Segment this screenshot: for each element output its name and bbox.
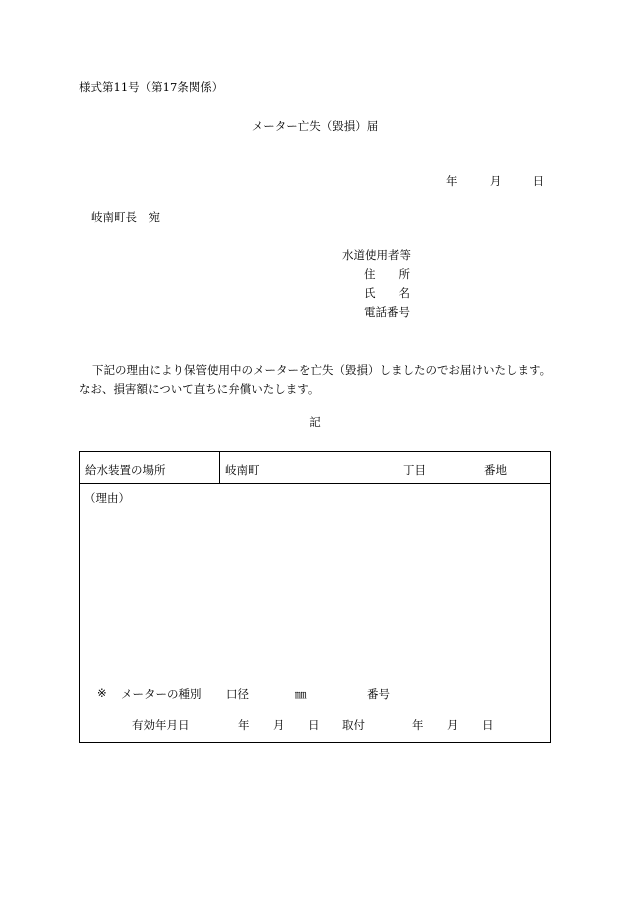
meter-number-label: 番号 [367,687,390,701]
location-label-cell [80,452,220,483]
phone-label: 電話番号 [364,305,410,319]
location-label: 給水装置の場所 [85,463,166,477]
form-number: 様式第11号（第17条関係） [79,80,224,94]
installed-day: 日 [482,718,494,732]
body-line-2: なお、損害額について直ちに弁償いたします。 [79,382,320,396]
location-town: 岐南町 [225,463,260,477]
location-banchi: 番地 [484,463,507,477]
location-row [80,452,550,484]
applicant-heading: 水道使用者等 [342,248,411,262]
installed-year: 年 [412,718,424,732]
address-label: 住 所 [364,267,410,281]
mm-unit: ㎜ [295,687,307,701]
body-text [79,361,559,399]
validity-month: 月 [273,718,285,732]
date-month: 月 [489,174,502,188]
date-day: 日 [532,174,545,188]
document-title: メーター亡失（毀損）届 [251,119,379,133]
reason-label: （理由） [84,491,130,505]
validity-label: 有効年月日 [132,718,190,732]
validity-day: 日 [308,718,320,732]
ki-heading: 記 [309,415,321,429]
addressee: 岐南町長 宛 [91,210,160,224]
record-table [79,451,551,743]
installed-label: 取付 [342,718,365,732]
validity-year: 年 [238,718,250,732]
caliber-label: 口径 [226,687,249,701]
location-chome: 丁目 [403,463,426,477]
date-line [446,176,544,188]
meter-type-label: メーターの種別 [121,687,202,701]
date-year: 年 [446,174,458,188]
installed-month: 月 [447,718,459,732]
body-line-1: 下記の理由により保管使用中のメーターを亡失（毀損）しましたのでお届けいたします。 [92,363,552,377]
applicant-block [342,250,411,326]
note-mark: ※ [97,686,107,700]
name-label: 氏 名 [364,286,410,300]
